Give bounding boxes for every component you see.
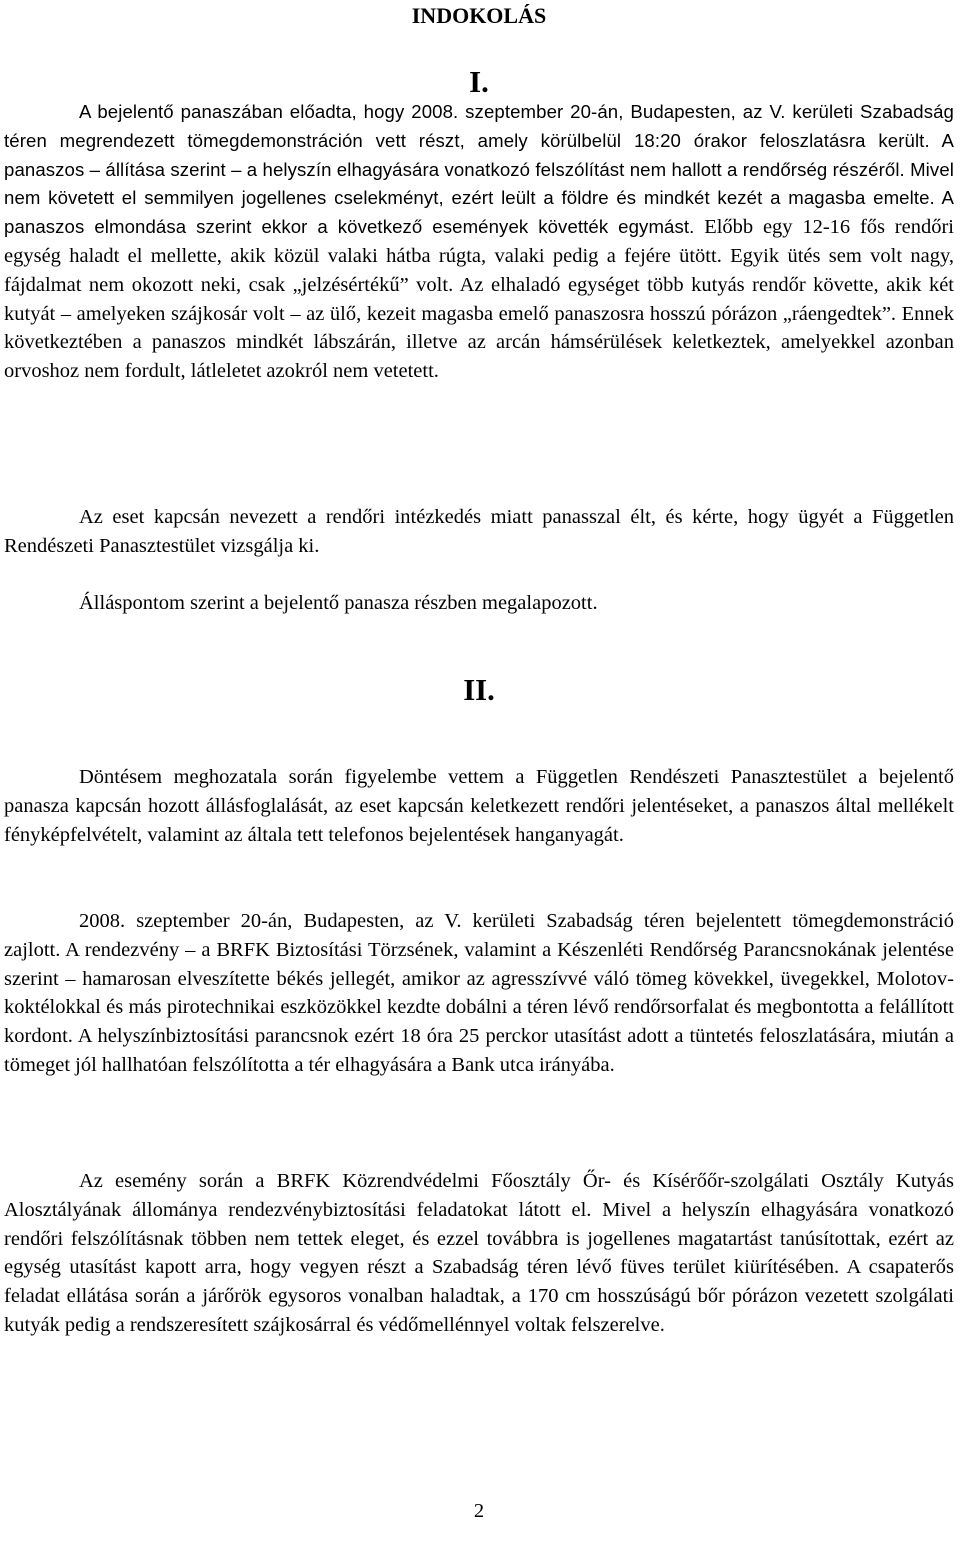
paragraph-complaint-summary-part-1: A bejelentő panaszában előadta, hogy 2008. szeptember 20-án, Budapesten, az V. kerületi Szabadság téren megrendezett tömegdemonstráción vett részt, amely körülbelül 18:20 órakor feloszlatásra került. A panaszos – állítása szerint – a helyszín elhagyására vonatkozó felszólítást nem hallott a rendőrség részéről. Mivel nem követett el semmilyen jogellenes cselekményt, ezért leült a földre és mindkét kezét a magasba emelte. A panaszos elmondása szerint ekkor a következő események követték egymást.	[4, 101, 954, 238]
section-heading-2: II.	[463, 673, 495, 707]
paragraph-complaint-summary-part-2: Előbb egy 12-16 fős rendőri egység haladt el mellette, akik közül valaki hátba rúgta, valaki pedig a fejére ütött. Egyik ütés sem volt nagy, fájdalmat nem okozott neki, csak „jelzésértékű” volt. Az elhaladó egységet több kutyás rendőr követte, akik két kutyát – amelyeken szájkosár volt – az ülő, kezeit magasba emelő panaszosra hosszú pórázon „ráengedtek”. Ennek következtében a panaszos mindkét lábszárán, illetve az arcán hámsérülések keletkeztek, amelyekkel azonban orvoshoz nem fordult, látleletet azokról nem vetetett.	[4, 216, 954, 383]
paragraph-complaint-filed: Az eset kapcsán nevezett a rendőri intézkedés miatt panasszal élt, és kérte, hogy ügyét a Független Rendészeti Panasztestület vizsgálja ki.	[4, 506, 954, 557]
section-heading-1: I.	[469, 65, 489, 99]
paragraph-demonstration-events: 2008. szeptember 20-án, Budapesten, az V. kerületi Szabadság téren bejelentett tömegdemonstráció zajlott. A rendezvény – a BRFK Biztosítási Törzsének, valamint a Készenléti Rendőrség Parancsnokának jelentése szerint – hamarosan elveszítette békés jellegét, amikor az agresszívvé váló tömeg kövekkel, üvegekkel, Molotov-koktélokkal és más pirotechnikai eszközökkel kezdte dobálni a téren lévő rendőrsorfalat és megbontotta a felállított kordont. A helyszínbiztosítási parancsnok ezért 18 óra 25 perckor utasítást adott a tüntetés feloszlatására, miután a tömeget jól hallhatóan felszólította a tér elhagyására a Bank utca irányába.	[4, 910, 954, 1076]
paragraph-position: Álláspontom szerint a bejelentő panasza részben megalapozott.	[79, 592, 598, 614]
page-number: 2	[473, 1500, 485, 1522]
paragraph-dog-unit-deployment: Az esemény során a BRFK Közrendvédelmi Főosztály Őr- és Kísérőőr-szolgálati Osztály Kutyás Alosztályának állománya rendezvénybiztosítási feladatokat látott el. Mivel a helyszín elhagyására vonatkozó rendőri felszólításnak többen nem tettek eleget, és ezzel továbbra is jogellenes magatartást tanúsítottak, ezért az egység utasítást kapott arra, hogy vegyen részt a Szabadság téren lévő füves terület kiürítésében. A csapaterős feladat ellátása során a járőrök egysoros vonalban haladtak, a 170 cm hosszúságú bőr pórázon vezetett szolgálati kutyák pedig a rendszeresített szájkosárral és védőmellénnyel voltak felszerelve.	[4, 1170, 954, 1336]
paragraph-complaint-summary	[4, 98, 954, 386]
document-title: INDOKOLÁS	[411, 3, 547, 28]
paragraph-decision-basis: Döntésem meghozatala során figyelembe vettem a Független Rendészeti Panasztestület a bejelentő panasza kapcsán hozott állásfoglalását, az eset kapcsán keletkezett rendőri jelentéseket, a panaszos által mellékelt fényképfelvételt, valamint az általa tett telefonos bejelentések hanganyagát.	[4, 766, 954, 846]
